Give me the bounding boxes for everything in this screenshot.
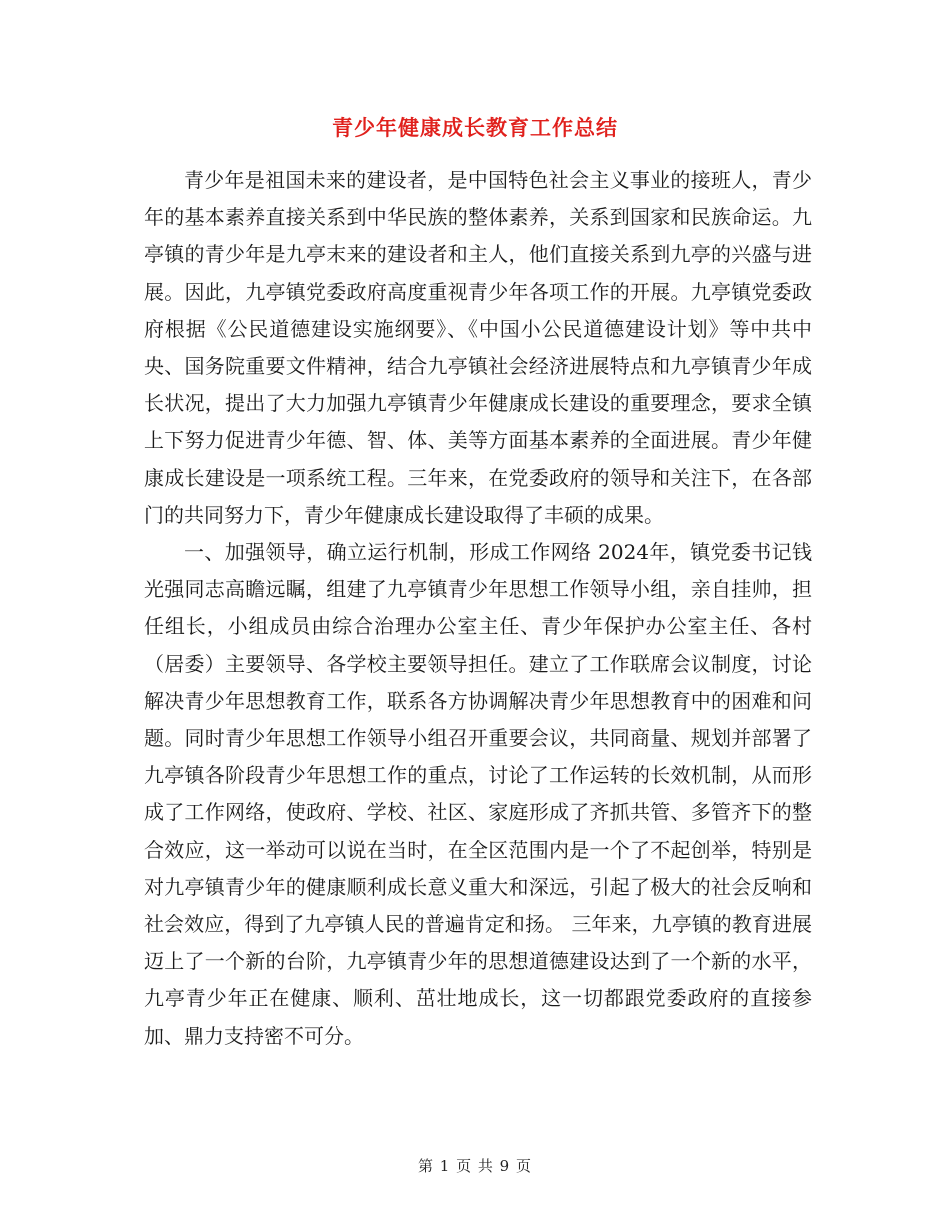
document-body xyxy=(144,162,812,1055)
document-title: 青少年健康成长教育工作总结 xyxy=(332,115,618,140)
paragraph-section-one: 一、加强领导，确立运行机制，形成工作网络 2024年，镇党委书记钱光强同志高瞻远瞩，组建了九亭镇青少年思想工作领导小组，亲自挂帅，担任组长，小组成员由综合治理办公室主任、青少年保护办公室主任、各村（居委）主要领导、各学校主要领导担任。建立了工作联席会议制度，讨论解决青少年思想教育工作，联系各方协调解决青少年思想教育中的困难和问题。同时青少年思想工作领导小组召开重要会议，共同商量、规划并部署了九亭镇各阶段青少年思想工作的重点，讨论了工作运转的长效机制，从而形成了工作网络，使政府、学校、社区、家庭形成了齐抓共管、多管齐下的整合效应，这一举动可以说在当时，在全区范围内是一个了不起创举，特别是对九亭镇青少年的健康顺利成长意义重大和深远，引起了极大的社会反响和社会效应，得到了九亭镇人民的普遍肯定和扬。 三年来，九亭镇的教育进展迈上了一个新的台阶，九亭镇青少年的思想道德建设达到了一个新的水平，九亭青少年正在健康、顺利、茁壮地成长，这一切都跟党委政府的直接参加、鼎力支持密不可分。 xyxy=(144,540,812,1048)
paragraph-intro: 青少年是祖国未来的建设者，是中国特色社会主义事业的接班人，青少年的基本素养直接关系到中华民族的整体素养，关系到国家和民族命运。九亭镇的青少年是九亭末来的建设者和主人，他们直接关系到九亭的兴盛与进展。因此，九亭镇党委政府高度重视青少年各项工作的开展。九亭镇党委政府根据《公民道德建设实施纲要》、《中国小公民道德建设计划》等中共中央、国务院重要文件精神，结合九亭镇社会经济进展特点和九亭镇青少年成长状况，提出了大力加强九亭镇青少年健康成长建设的重要理念，要求全镇上下努力促进青少年德、智、体、美等方面基本素养的全面进展。青少年健康成长建设是一项系统工程。三年来，在党委政府的领导和关注下，在各部门的共同努力下，青少年健康成长建设取得了丰硕的成果。 xyxy=(144,168,812,527)
page-number-footer: 第 1 页 共 9 页 xyxy=(418,1157,532,1175)
